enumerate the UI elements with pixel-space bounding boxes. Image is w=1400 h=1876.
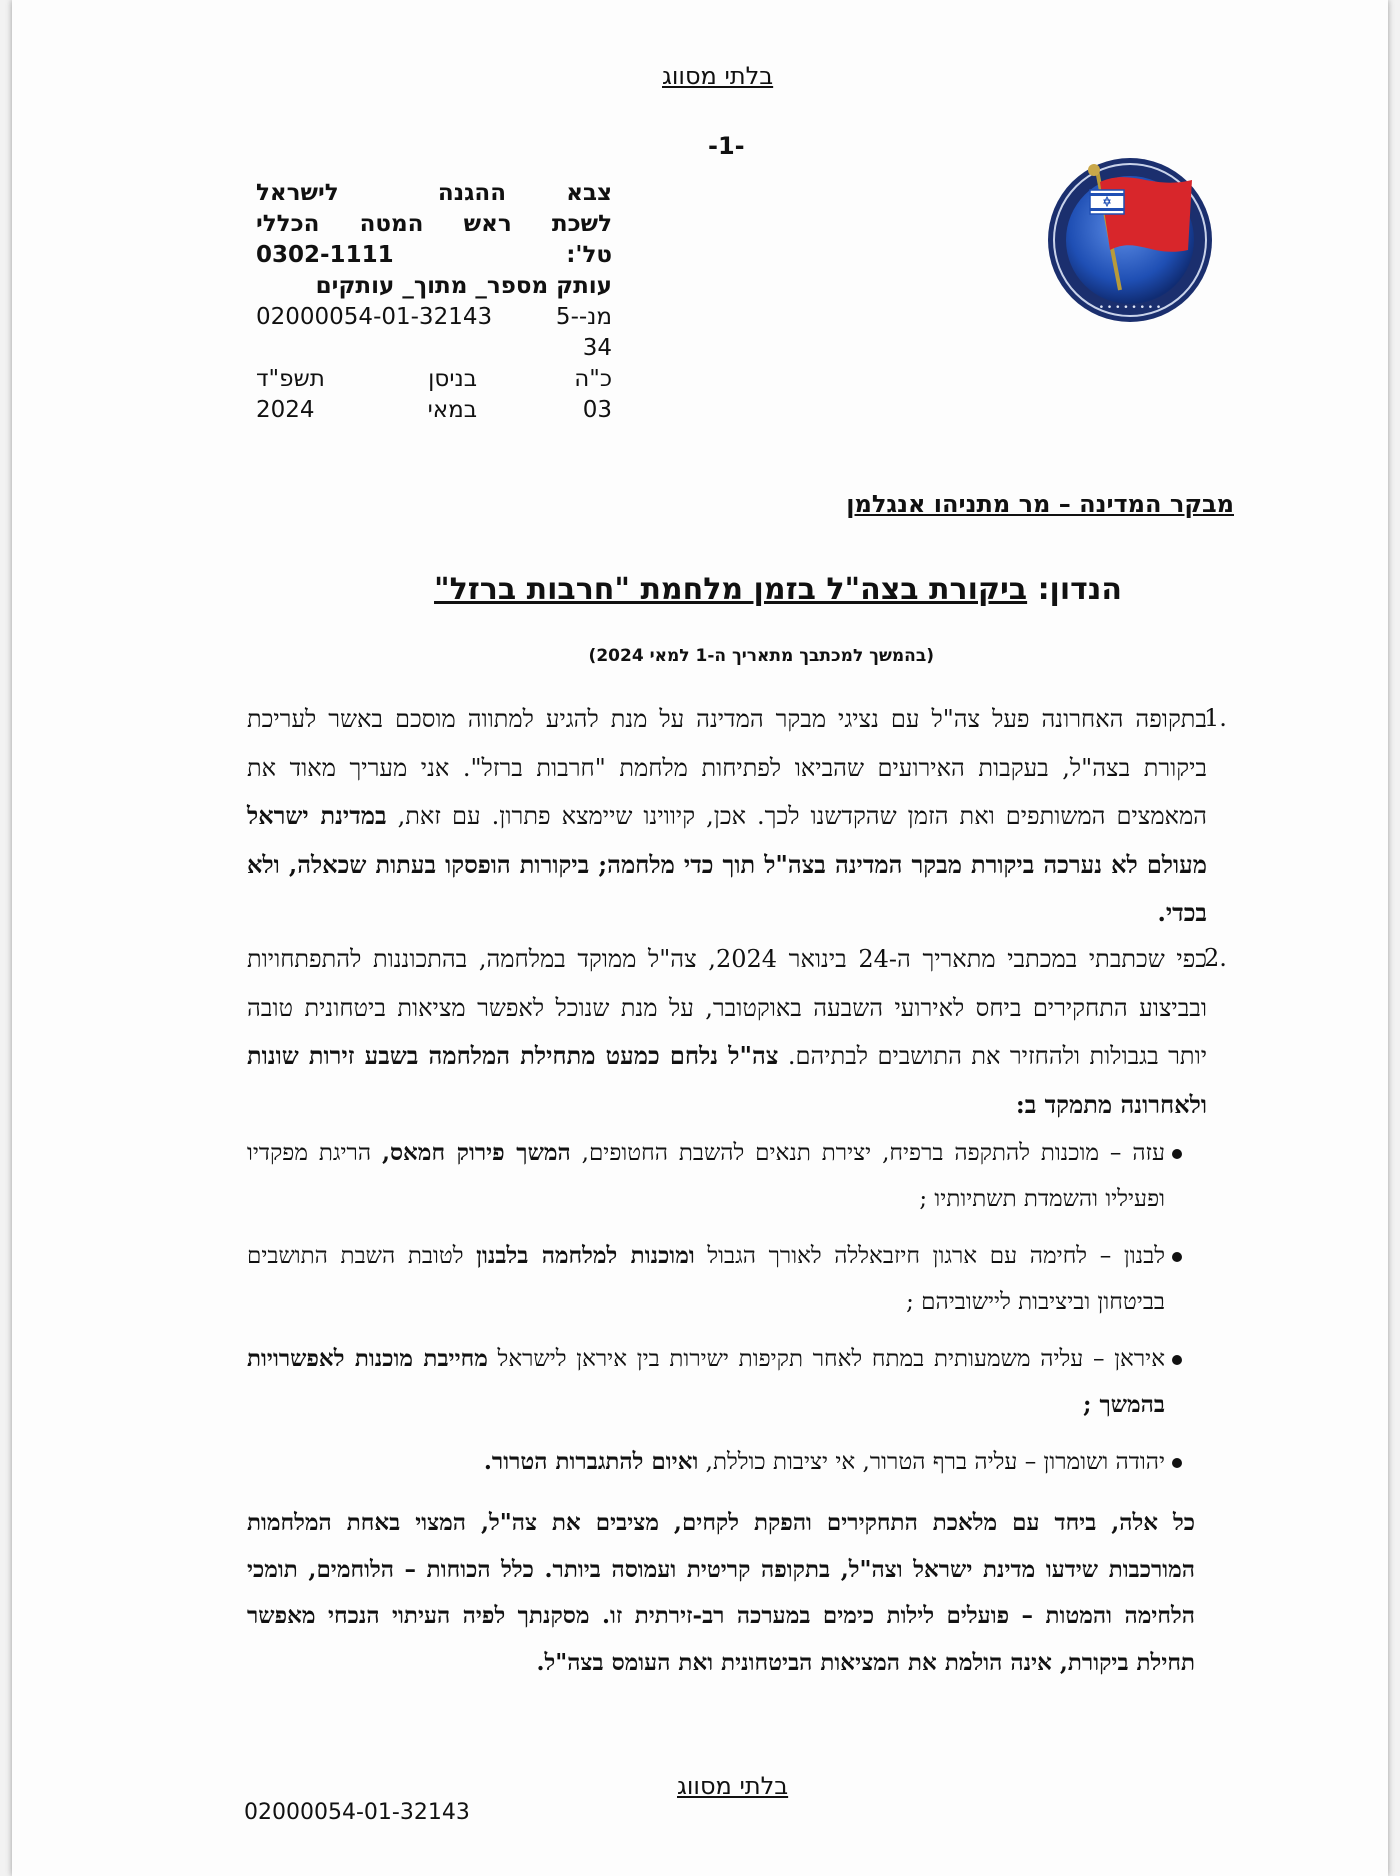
subject-line [434,572,1122,607]
bullet-gaza [247,1130,1165,1222]
copy-line: עותק מספר_ מתוך_ עותקים [315,273,612,299]
classification-top: בלתי מסווג [662,62,774,90]
bullet-3-bold: מחייבת מוכנות לאפשרויות בהמשך ; [247,1345,1165,1418]
footer-document-number: 02000054-01-32143 [244,1800,470,1825]
paragraph-1 [247,695,1207,938]
paragraph-1-bold: במדינת ישראל מעולם לא נערכה ביקורת מבקר המדינה בצה"ל תוך כדי מלחמה; ביקורות הופסקו בעתות שכאלה, ולא בכדי. [247,801,1207,927]
bullet-1-bold: המשך פירוק חמאס, [381,1139,571,1166]
org-word-3: לישראל [256,180,339,206]
subject-title: ביקורת בצה"ל בזמן מלחמת "חרבות ברזל" [434,572,1028,607]
paragraph-2-text: כפי שכתבתי במכתבי מתאריך ה-24 בינואר 2024, צה"ל ממוקד במלחמה, בהתכוננות להתפתחויות ובביצוע התחקירים ביחס לאירועי השבעה באוקטובר, על מנת שנוכל לאפשר מציאות ביטחונית טובה יותר בגבולות ולהחזיר את התושבים לבתיהם. [247,945,1208,1070]
svg-text:• • • • • • • •: • • • • • • • • [1098,303,1162,313]
document-page [12,0,1388,1876]
paragraph-1-number: 1. [1204,704,1227,732]
bullet-iran [247,1336,1165,1428]
office-name: לשכת ראש המטה הכללי [256,211,612,237]
bullet-1-text-end: הריגת מפקדיו ופעיליו והשמדת תשתיותיו ; [247,1140,1165,1212]
greg-year: 2024 [256,397,315,423]
closing-paragraph: כל אלה, ביחד עם מלאכת התחקירים והפקת לקחים, מציבים את צה"ל, המצוי באחת המלחמות המורכבות שידעו מדינת ישראל וצה"ל, בתקופה קריטית ועמוסה ביותר. כלל הכוחות – הלוחמים, תומכי הלחימה והמטות – פועלים לילות כימים במערכה רב-זירתית זו. מסקנתך לפיה העיתוי הנכחי מאפשר תחילת ביקורת, אינה הולמת את המציאות הביטחונית ואת העומס בצה"ל. [247,1509,1195,1676]
subject-prefix: הנדון: [1037,572,1122,607]
emblem-icon [1042,150,1217,325]
bullet-4-bold: ואיום להתגברות הטרור. [483,1448,699,1475]
hebrew-month: בניסן [428,366,477,392]
continuation-note: (בהמשך למכתבך מתאריך ה-1 למאי 2024) [588,646,934,666]
paragraph-1-text: בתקופה האחרונה פעל צה"ל עם נציגי מבקר המדינה על מנת להגיע למתווה מוסכם באשר לעריכת ביקורת בצה"ל, בעקבות האירועים שהביאו לפתיחות מלחמת "חרבות ברזל". אני מעריך מאוד את המאמצים המשותפים ואת הזמן שהקדשנו לכך. אכן, קיווינו שיימצא פתרון. עם זאת, [247,705,1207,830]
paragraph-2-bold: צה"ל נלחם כמעט מתחילת המלחמה בשבע זירות שונות ולאחרונה מתמקד ב: [247,1041,1207,1119]
greg-month: במאי [427,397,477,423]
bullet-dot-3 [1172,1355,1182,1365]
bullet-4-text: יהודה ושומרון – עליה ברף הטרור, אי יציבות כוללת, [698,1449,1165,1475]
org-word-1: צבא [566,180,612,206]
tel-label: טל': [566,242,612,268]
bullet-judea-samaria [247,1439,1165,1485]
ref-cont: 34 [582,335,612,361]
bullet-dot-2 [1172,1252,1182,1262]
classification-bottom: בלתי מסווג [677,1772,789,1800]
hebrew-day: כ"ה [574,366,612,392]
paragraph-2 [247,935,1207,1129]
bullet-dot-1 [1172,1149,1182,1159]
bullet-dot-4 [1172,1458,1182,1468]
letterhead [256,178,612,438]
bullet-2-text: לבנון – לחימה עם ארגון חיזבאללה לאורך הגבול [694,1243,1165,1269]
greg-day: 03 [582,397,612,423]
bullet-2-text-end: לטובת השבת התושבים בביטחון וביציבות ליישוביהם ; [247,1243,1165,1315]
bullet-2-bold: ומוכנות למלחמה בלבנון [476,1242,695,1269]
hebrew-year: תשפ"ד [256,366,325,392]
bullet-3-text: איראן – עליה משמעותית במתח לאחר תקיפות ישירות בין איראן לישראל [487,1346,1165,1372]
addressee: מבקר המדינה – מר מתניהו אנגלמן [846,490,1234,518]
ref-label: מנ--5 [555,304,612,330]
paragraph-2-number: 2. [1204,944,1227,972]
org-word-2: ההגנה [437,180,506,206]
bullet-lebanon [247,1233,1165,1325]
idf-emblem-logo [1042,150,1217,325]
page-number: -1- [708,132,745,160]
tel-value: 0302-1111 [256,242,394,268]
ref-value: 02000054-01-32143 [256,304,493,330]
bullet-1-text: עזה – מוכנות להתקפה ברפיח, יצירת תנאים להשבת החטופים, [570,1140,1165,1166]
